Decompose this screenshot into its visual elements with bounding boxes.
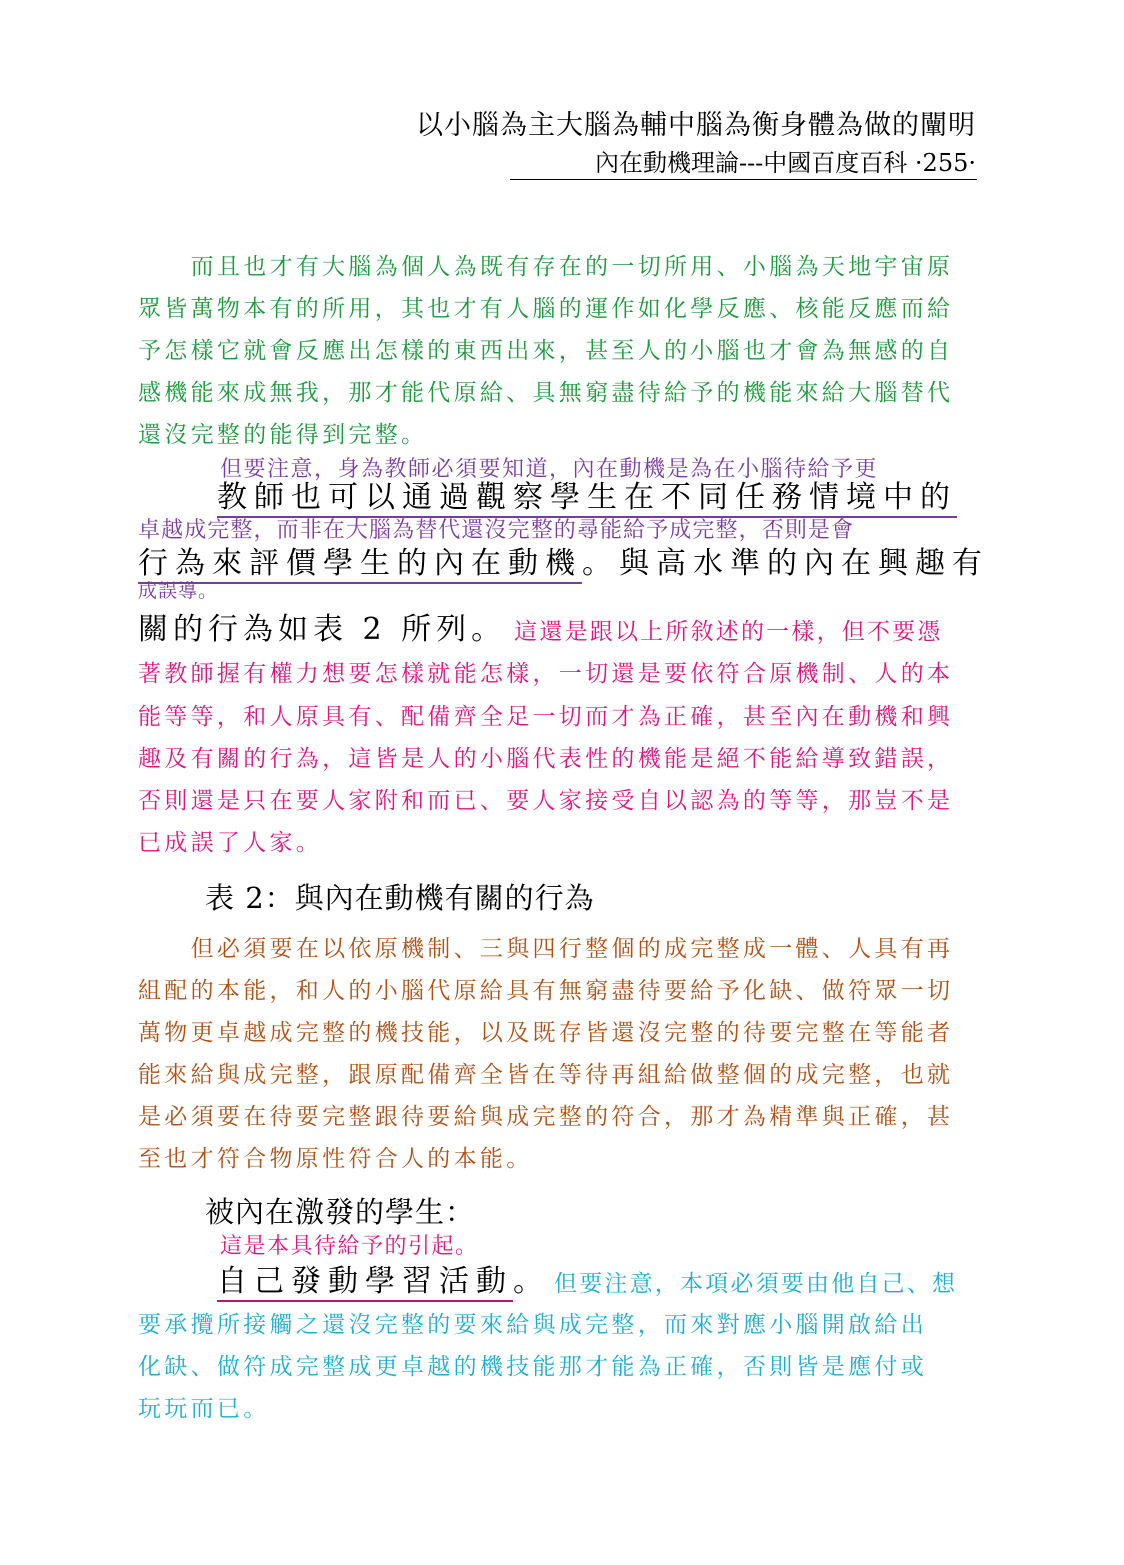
table-heading: 表 2：與內在動機有關的行為 (205, 881, 595, 915)
book-text-1-line-3: 關的行為如表 2 所列。 (138, 612, 507, 647)
para3-line-5: 是必須要在待要完整跟待要給與成完整的符合，那才為精準與正確，甚 (138, 1104, 954, 1130)
annotation-1-line-3: 成誤導。 (138, 580, 219, 602)
para4-line-4: 玩玩而已。 (138, 1396, 270, 1422)
para2-line-5: 否則還是只在要人家附和而已、要人家接受自以認為的等等，那豈不是 (138, 788, 954, 814)
students-heading: 被內在激發的學生： (205, 1195, 476, 1229)
para2-line-4: 趣及有關的行為，這皆是人的小腦代表性的機能是絕不能給導致錯誤， (138, 746, 954, 772)
para3-line-1: 但必須要在以依原機制、三與四行整個的成完整成一體、人具有再 (138, 936, 954, 962)
annotation-2: 這是本具待給予的引起。 (220, 1234, 479, 1259)
para4-line-2: 要承攬所接觸之還沒完整的要來給與成完整，而來對應小腦開啟給出 (138, 1312, 927, 1338)
para3-line-3: 萬物更卓越成完整的機技能，以及既存皆還沒完整的待要完整在等能者 (138, 1020, 954, 1046)
header-title: 以小腦為主大腦為輔中腦為衡身體為做的闡明 (416, 110, 976, 141)
para4-line-3: 化缺、做符成完整成更卓越的機技能那才能為正確，否則皆是應付或 (138, 1354, 927, 1380)
para3-line-2: 組配的本能，和人的小腦代原給具有無窮盡待要給予化缺、做符眾一切 (138, 978, 954, 1004)
annotation-1-line-1: 但要注意，身為教師必須要知道，內在動機是為在小腦待給予更 (220, 457, 879, 482)
para1-line-4: 感機能來成無我，那才能代原給、具無窮盡待給予的機能來給大腦替代 (138, 380, 954, 406)
book-text-2-underlined: 自己發動學習活動 (217, 1264, 513, 1302)
para1-line-1: 而且也才有大腦為個人為既有存在的一切所用、小腦為天地宇宙原 (138, 254, 954, 280)
para3-line-4: 能來給與成完整，跟原配備齊全皆在等待再組給做整個的成完整，也就 (138, 1062, 954, 1088)
annotation-1-line-2: 卓越成完整，而非在大腦為替代還沒完整的尋能給予成完整，否則是會 (138, 518, 855, 543)
para2-line-6: 已成誤了人家。 (138, 830, 323, 856)
book-text-2-row: 自己發動學習活動。 但要注意，本項必須要由他自己、想 (217, 1256, 957, 1300)
para2-line-2: 著教師握有權力想要怎樣就能怎樣，一切還是要依符合原機制、人的本 (138, 661, 954, 687)
header-subtitle: 內在動機理論---中國百度百科 ·255· (594, 149, 976, 177)
book-text-1-line-2: 行為來評價學生的內在動機。與高水準的內在興趣有 (138, 538, 989, 582)
book-text-1-line-1 (217, 472, 957, 516)
para2-line-3: 能等等，和人原具有、配備齊全足一切而才為正確，甚至內在動機和興 (138, 704, 954, 730)
para2-line-1: 這還是跟以上所敘述的一樣，但不要憑 (514, 619, 943, 645)
book-text-1-underlined: 教師也可以通過觀察學生在不同任務情境中的 (217, 480, 957, 518)
para1-line-2: 眾皆萬物本有的所用，其也才有人腦的運作如化學反應、核能反應而給 (138, 296, 954, 322)
para4-line-1: 但要注意，本項必須要由他自己、想 (554, 1271, 958, 1297)
header-rule (510, 179, 977, 180)
para3-line-6: 至也才符合物原性符合人的本能。 (138, 1146, 533, 1172)
para1-line-5: 還沒完整的能得到完整。 (138, 422, 428, 448)
para1-line-3: 予怎樣它就會反應出怎樣的東西出來，甚至人的小腦也才會為無感的自 (138, 338, 954, 364)
book-text-1-line-3-row (138, 604, 943, 648)
book-text-1-underlined-2: 行為來評價學生的內在動機 (138, 546, 582, 584)
